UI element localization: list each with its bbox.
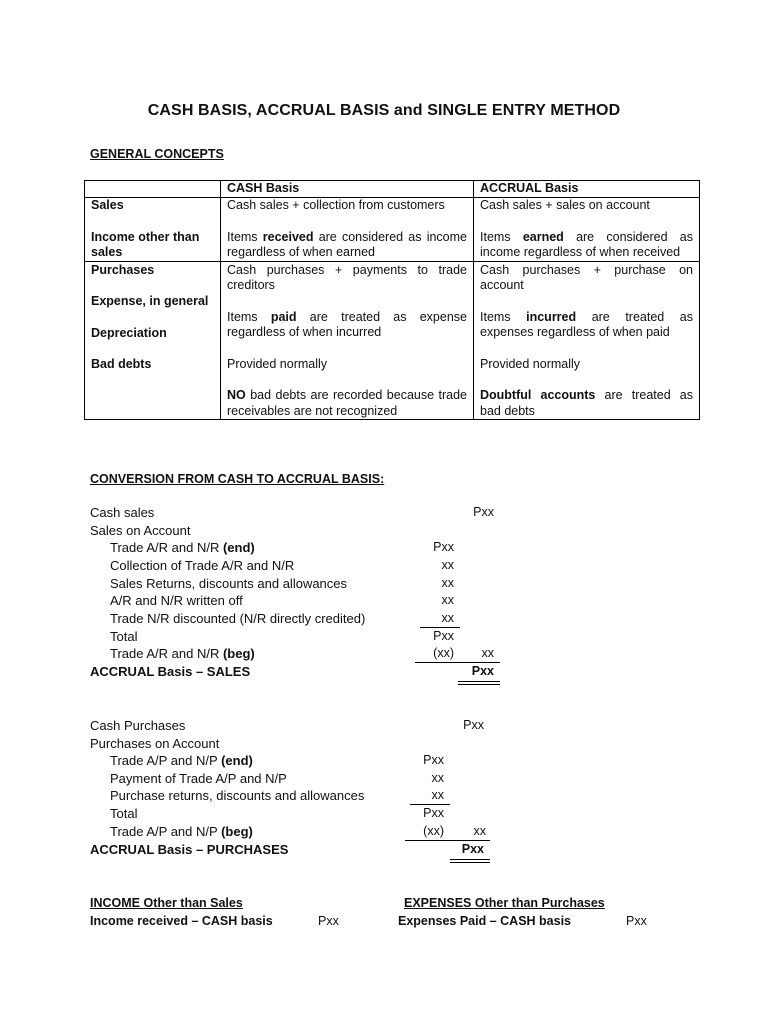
income-other-heading: INCOME Other than Sales — [90, 896, 243, 910]
ar-end-amount: Pxx — [433, 540, 454, 554]
expenses-other-heading: EXPENSES Other than Purchases — [404, 896, 605, 910]
ar-beg-amount: (xx) — [433, 646, 454, 660]
purchases-total-label: Total — [110, 806, 138, 821]
label-expense: Expense, in general — [91, 294, 209, 308]
accrual-sales-label: ACCRUAL Basis – SALES — [90, 664, 251, 679]
purchases-total-amount: Pxx — [423, 806, 444, 820]
purchases-subtotal-rule — [410, 804, 450, 805]
sales-total-label: Total — [110, 629, 138, 644]
sales-total-amount: Pxx — [433, 629, 454, 643]
ap-end-amount: Pxx — [423, 753, 444, 767]
purchases-net-rule — [405, 840, 490, 841]
cash-depreciation-text: Provided normally — [227, 356, 328, 371]
cash-cell — [221, 198, 474, 262]
ar-beg-net-amount: xx — [481, 646, 494, 660]
row-labels-cell — [85, 198, 221, 262]
sales-subtotal-rule — [420, 627, 460, 628]
cash-sales-text: Cash sales + collection from customers — [227, 198, 445, 212]
accrual-cell — [474, 198, 700, 262]
table-row-purchases-expenses — [85, 261, 700, 420]
header-accrual-basis: ACCRUAL Basis — [474, 181, 700, 198]
cash-expense-text: Items paid are treated as expense regardless of when incurred — [227, 309, 467, 339]
payment-amount: xx — [431, 771, 444, 785]
header-empty-cell — [85, 181, 221, 198]
document-title: CASH BASIS, ACCRUAL BASIS and SINGLE ENTRY METHOD — [147, 102, 621, 119]
sales-total-rule-1 — [458, 681, 500, 682]
discounted-label: Trade N/R discounted (N/R directly credited) — [110, 611, 366, 626]
sales-on-account-label: Sales on Account — [90, 523, 191, 538]
income-received-label: Income received – CASH basis — [90, 914, 273, 928]
purchases-on-account-label: Purchases on Account — [90, 736, 220, 751]
collection-label: Collection of Trade A/R and N/R — [110, 558, 295, 573]
discounted-amount: xx — [441, 611, 454, 625]
accrual-purchases-text: Cash purchases + purchase on account — [480, 262, 693, 292]
purchases-total-rule-2 — [450, 862, 490, 863]
accrual-sales-amount: Pxx — [471, 664, 494, 678]
income-received-amount: Pxx — [318, 914, 339, 928]
cash-income-text: Items received are considered as income regardless of when earned — [227, 229, 467, 259]
label-sales: Sales — [91, 198, 124, 212]
written-off-amount: xx — [441, 593, 454, 607]
purchases-total-rule-1 — [450, 859, 490, 860]
cash-bad-debts-text: NO bad debts are recorded because trade receivables are not recognized — [227, 388, 467, 418]
ar-beg-label: Trade A/R and N/R (beg) — [110, 646, 255, 661]
table-header-row — [85, 181, 700, 198]
ar-end-label: Trade A/R and N/R (end) — [110, 540, 255, 555]
ap-beg-amount: (xx) — [423, 824, 444, 838]
sales-total-rule-2 — [458, 684, 500, 685]
cash-purchases-text: Cash purchases + payments to trade creditors — [227, 262, 467, 292]
cash-cell — [221, 261, 474, 420]
cash-sales-amount: Pxx — [473, 505, 494, 519]
expenses-paid-amount: Pxx — [626, 914, 647, 928]
sales-net-rule — [415, 662, 500, 663]
accrual-purchases-amount: Pxx — [461, 842, 484, 856]
general-concepts-heading: GENERAL CONCEPTS — [90, 147, 224, 161]
ap-beg-label: Trade A/P and N/P (beg) — [110, 824, 253, 839]
accrual-bad-debts-text: Doubtful accounts are treated as bad debts — [480, 388, 693, 418]
accrual-purchases-label: ACCRUAL Basis – PURCHASES — [90, 842, 289, 857]
collection-amount: xx — [441, 558, 454, 572]
header-cash-basis: CASH Basis — [221, 181, 474, 198]
payment-label: Payment of Trade A/P and N/P — [110, 771, 287, 786]
general-concepts-table — [84, 180, 700, 420]
purchase-returns-label: Purchase returns, discounts and allowances — [110, 788, 365, 803]
cash-purchases-amount: Pxx — [463, 718, 484, 732]
expenses-paid-label: Expenses Paid – CASH basis — [398, 914, 571, 928]
cash-sales-label: Cash sales — [90, 505, 155, 520]
accrual-depreciation-text: Provided normally — [480, 356, 581, 371]
accrual-cell — [474, 261, 700, 420]
label-income-other: Income other than sales — [91, 229, 200, 259]
sales-returns-amount: xx — [441, 576, 454, 590]
table-row-sales-income — [85, 198, 700, 262]
accrual-expense-text: Items incurred are treated as expenses regardless of when paid — [480, 309, 693, 339]
cash-purchases-label: Cash Purchases — [90, 718, 186, 733]
accrual-income-text: Items earned are considered as income regardless of when received — [480, 229, 693, 259]
label-purchases: Purchases — [91, 262, 155, 277]
accrual-sales-text: Cash sales + sales on account — [480, 198, 650, 212]
row-labels-cell — [85, 261, 221, 420]
label-depreciation: Depreciation — [91, 325, 167, 340]
purchase-returns-amount: xx — [431, 788, 444, 802]
label-bad-debts: Bad debts — [91, 357, 152, 371]
conversion-heading: CONVERSION FROM CASH TO ACCRUAL BASIS: — [90, 472, 385, 486]
sales-returns-label: Sales Returns, discounts and allowances — [110, 576, 348, 591]
ap-beg-net-amount: xx — [473, 824, 486, 838]
ap-end-label: Trade A/P and N/P (end) — [110, 753, 253, 768]
written-off-label: A/R and N/R written off — [110, 593, 243, 608]
